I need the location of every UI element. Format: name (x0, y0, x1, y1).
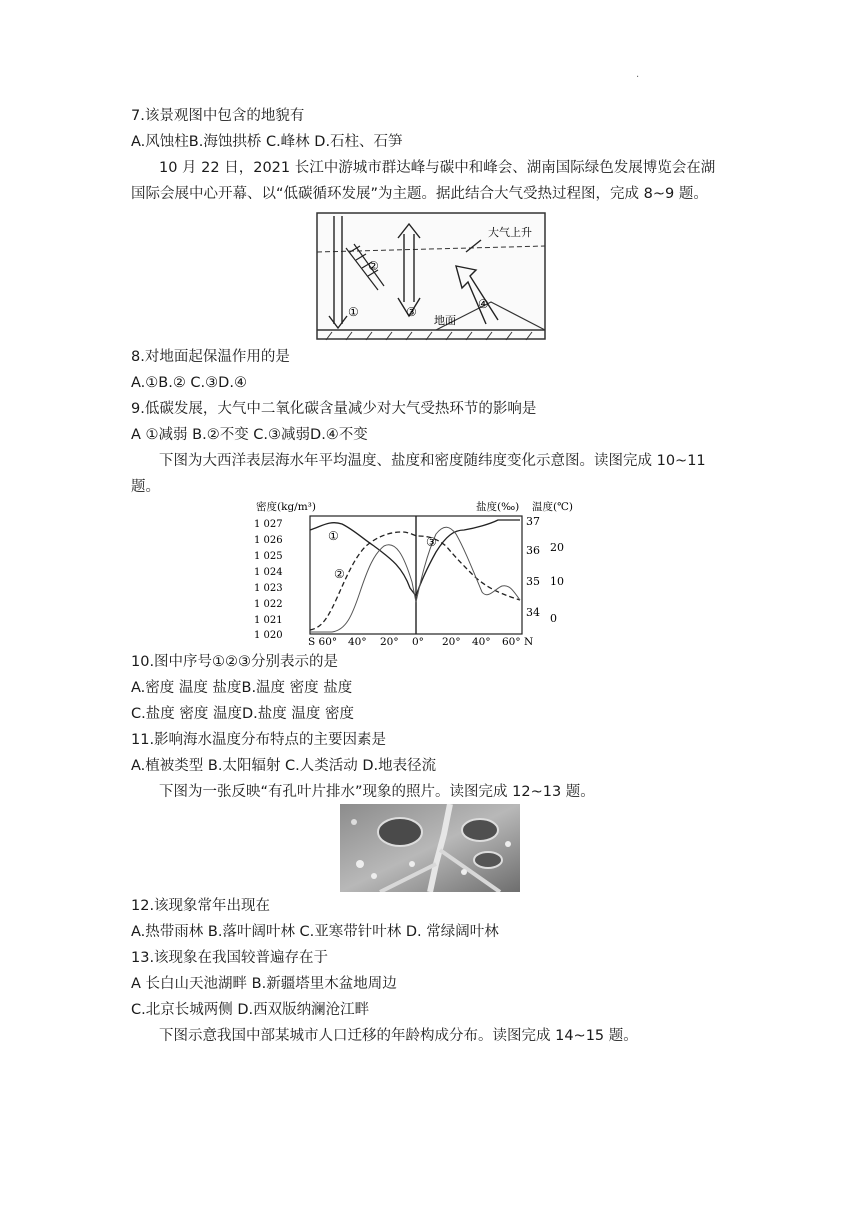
passage-8-9-line2: 国际会展中心开幕、以“低碳循环发展”为主题。据此结合大气受热过程图，完成 8~9 题。 (131, 186, 708, 202)
salinity-tick: 35 (526, 575, 540, 588)
latitude-tick: 20° (442, 636, 461, 646)
temperature-tick: 0 (550, 612, 557, 625)
label-ground: 地面 (434, 314, 456, 327)
diagram-label-4: ④ (478, 297, 489, 311)
density-tick: 1 026 (254, 535, 283, 546)
density-tick: 1 025 (254, 551, 283, 562)
q13-stem: 13.该现象在我国较普遍存在于 (131, 950, 329, 966)
passage-12-13: 下图为一张反映“有孔叶片排水”现象的照片。读图完成 12~13 题。 (159, 784, 595, 800)
diagram-label-3: ③ (406, 305, 417, 319)
label-atmosphere: 大气上升 (488, 226, 532, 239)
salinity-tick: 37 (526, 515, 540, 528)
q11-stem: 11.影响海水温度分布特点的主要因素是 (131, 732, 387, 748)
q12-stem: 12.该现象常年出现在 (131, 898, 271, 914)
passage-10-11-line1: 下图为大西洋表层海水年平均温度、盐度和密度随纬度变化示意图。读图完成 10~11 (159, 453, 706, 469)
density-tick: 1 024 (254, 567, 283, 578)
density-ticks (254, 519, 283, 641)
q9-stem: 9.低碳发展，大气中二氧化碳含量减少对大气受热环节的影响是 (131, 401, 537, 417)
density-tick: 1 023 (254, 583, 283, 594)
density-tick: 1 020 (254, 630, 283, 641)
atlantic-sea-surface-chart (250, 496, 590, 646)
q10-options-ab: A.密度 温度 盐度B.温度 密度 盐度 (131, 680, 353, 696)
q13-options-cd: C.北京长城两侧 D.西双版纳澜沧江畔 (131, 1002, 370, 1018)
q8-options: A.①B.② C.③D.④ (131, 375, 247, 391)
latitude-tick: 40° (348, 636, 367, 646)
q10-options-cd: C.盐度 密度 温度D.盐度 温度 密度 (131, 706, 354, 722)
q7-options: A.风蚀柱B.海蚀拱桥 C.峰林 D.石柱、石笋 (131, 134, 403, 150)
temperature-axis-title: 温度(℃) (532, 501, 573, 513)
salinity-tick: 34 (526, 606, 540, 619)
corner-mark: · (636, 72, 640, 83)
leaf-drip-photo (340, 804, 520, 892)
passage-10-11-line2: 题。 (131, 479, 160, 495)
q9-options: A ①减弱 B.②不变 C.③减弱D.④不变 (131, 427, 368, 443)
salinity-axis-title: 盐度(‰) (476, 501, 520, 513)
curve-2 (310, 532, 520, 630)
density-tick: 1 027 (254, 519, 283, 530)
density-tick: 1 022 (254, 599, 283, 610)
atmosphere-heating-diagram (316, 212, 546, 342)
latitude-tick: 20° (380, 636, 399, 646)
q8-stem: 8.对地面起保温作用的是 (131, 349, 290, 365)
curve-label-3: ③ (426, 535, 437, 549)
density-tick: 1 021 (254, 615, 283, 626)
q12-options: A.热带雨林 B.落叶阔叶林 C.亚寒带针叶林 D. 常绿阔叶林 (131, 924, 499, 940)
temperature-tick: 10 (550, 575, 564, 588)
q7-stem: 7.该景观图中包含的地貌有 (131, 108, 305, 124)
latitude-tick: 0° (412, 636, 424, 646)
latitude-tick: S 60° (308, 636, 338, 646)
diagram-label-2: ② (368, 259, 379, 273)
q13-options-ab: A 长白山天池湖畔 B.新疆塔里木盆地周边 (131, 976, 397, 992)
curve-label-1: ① (328, 529, 339, 543)
temperature-tick: 20 (550, 541, 564, 554)
q10-stem: 10.图中序号①②③分别表示的是 (131, 654, 339, 670)
passage-14-15: 下图示意我国中部某城市人口迁移的年龄构成分布。读图完成 14~15 题。 (159, 1028, 638, 1044)
passage-8-9-line1: 10 月 22 日，2021 长江中游城市群达峰与碳中和峰会、湖南国际绿色发展博览会在湖 (159, 160, 716, 176)
density-axis-title: 密度(kg/m³) (256, 501, 316, 513)
diagram-label-1: ① (348, 305, 359, 319)
curve-1 (310, 520, 520, 596)
q11-options: A.植被类型 B.太阳辐射 C.人类活动 D.地表径流 (131, 758, 437, 774)
latitude-tick: 60° N (502, 636, 534, 646)
salinity-tick: 36 (526, 544, 540, 557)
latitude-tick: 40° (472, 636, 491, 646)
curve-label-2: ② (334, 567, 345, 581)
